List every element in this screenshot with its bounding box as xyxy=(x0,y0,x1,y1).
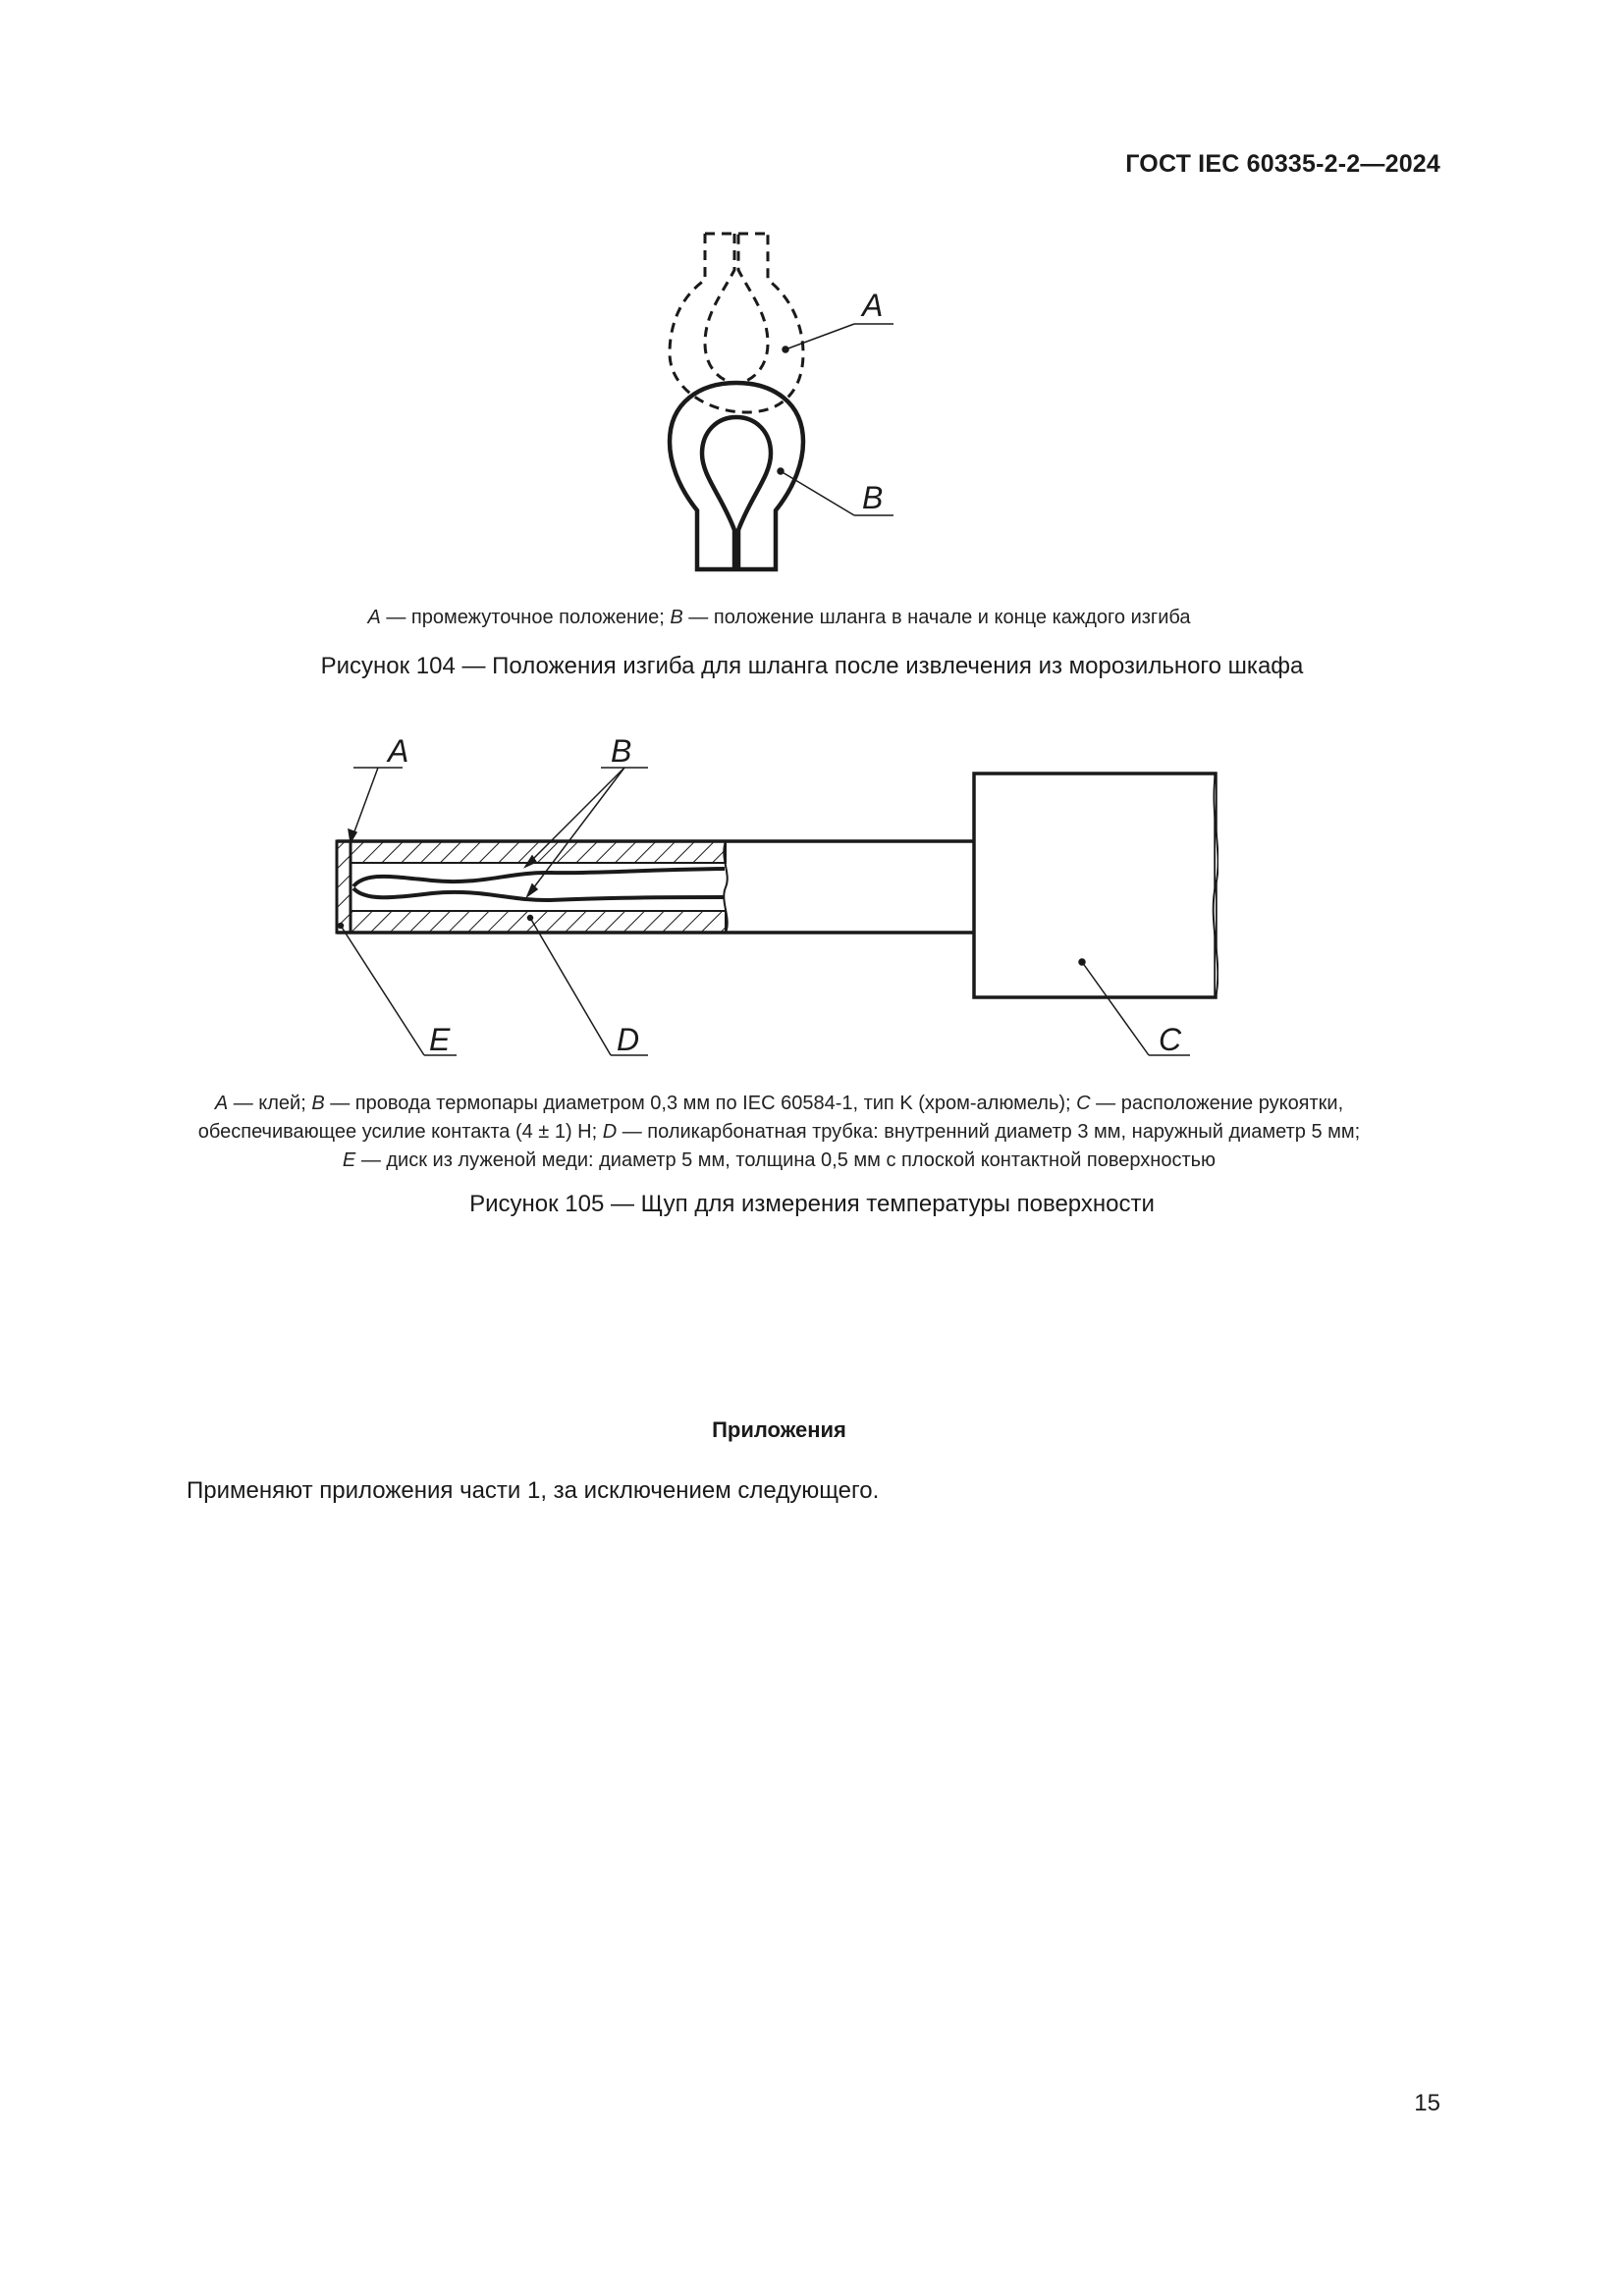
label-e-fig105: E xyxy=(429,1022,451,1057)
label-a-fig105: A xyxy=(388,733,409,769)
thermocouple-wire-2 xyxy=(353,888,725,900)
figure-105-legend-line-2: обеспечивающее усилие контакта (4 ± 1) Н; D — поликарбонатная трубка: внутренний диаметр 3 мм, наружный диаметр 5 мм; xyxy=(197,1121,1361,1143)
document-code-header: ГОСТ IEC 60335-2-2—2024 xyxy=(1125,150,1440,178)
figure-104-legend: A — промежуточное положение; B — положение шланга в начале и конце каждого изгиба xyxy=(367,607,1191,628)
thermocouple-wire-1 xyxy=(353,869,725,886)
figure-105-drawing xyxy=(0,0,1624,1080)
label-b-fig105: B xyxy=(611,733,632,769)
label-c-fig105: C xyxy=(1159,1022,1182,1057)
figure-105-caption: Рисунок 105 — Щуп для измерения температуры поверхности xyxy=(469,1191,1155,1217)
handle-outline xyxy=(974,774,1216,997)
annex-heading: Приложения xyxy=(712,1417,846,1442)
annex-paragraph: Применяют приложения части 1, за исключением следующего. xyxy=(187,1477,880,1504)
tube-wall-top xyxy=(351,841,726,863)
page-number: 15 xyxy=(1414,2090,1440,2116)
label-d-fig105: D xyxy=(617,1022,640,1057)
figure-105-legend-line-1: A — клей; B — провода термопары диаметром 0,3 мм по IEC 60584-1, тип K (хром-алюмель); C — расположение рукоятки, xyxy=(214,1093,1344,1114)
figure-105-legend-line-3: E — диск из луженой меди: диаметр 5 мм, толщина 0,5 мм с плоской контактной поверхностью xyxy=(342,1149,1217,1171)
figure-104-caption: Рисунок 104 — Положения изгиба для шланга после извлечения из морозильного шкафа xyxy=(320,653,1304,679)
tube-wall-bottom xyxy=(351,911,726,933)
label-a-fig104: A xyxy=(862,288,884,323)
label-b-fig104: B xyxy=(862,480,884,515)
copper-disc xyxy=(337,841,351,933)
